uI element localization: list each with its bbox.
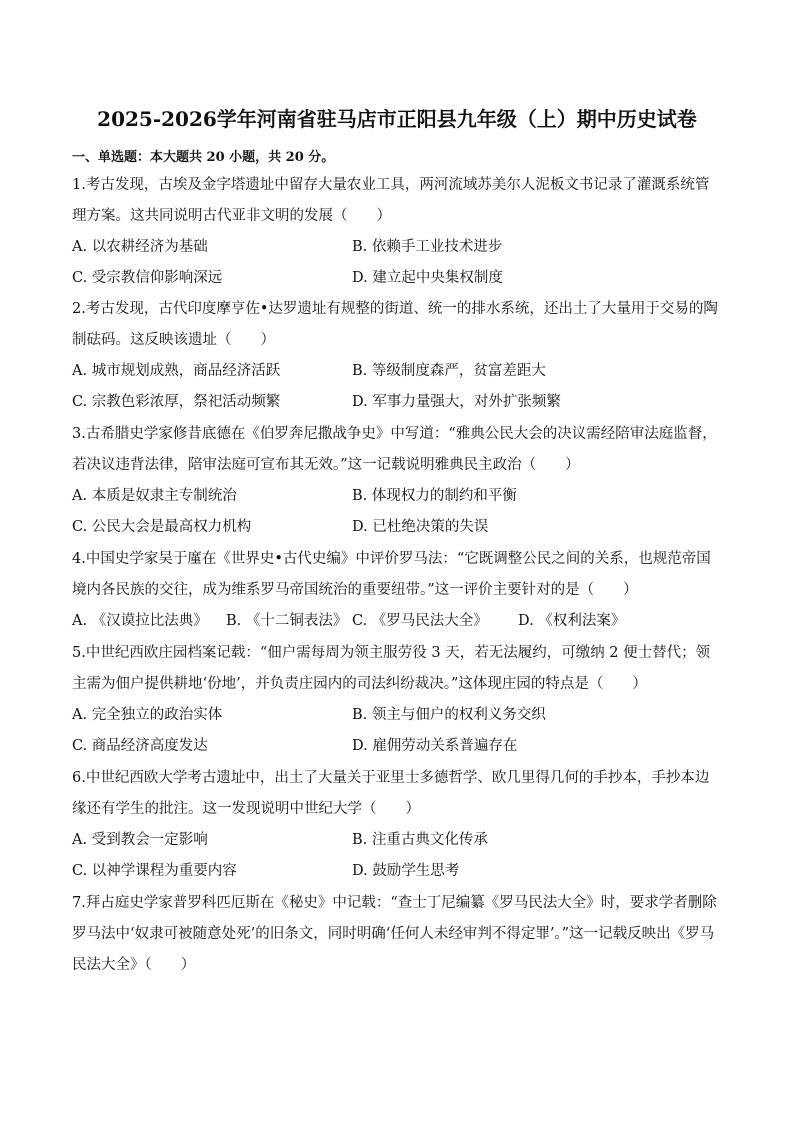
question-6-option-d: D. 鼓励学生思考 [352,863,460,879]
question-1-option-b: B. 依赖手工业技术进步 [352,239,503,255]
question-2-option-b: B. 等级制度森严，贫富差距大 [352,363,546,379]
question-4-stem: 4.中国史学家吴于廑在《世界史•古代史编》中评价罗马法：“它既调整公民之间的关系，也规范帝国境内各民族的交往，成为维系罗马帝国统治的重要纽带。”这一评价主要针对的是（ ） [72,551,711,598]
question-3-stem: 3.古希腊史学家修昔底德在《伯罗奔尼撒战争史》中写道：“雅典公民大会的决议需经陪审法庭监督，若决议违背法律，陪审法庭可宣布其无效。”这一记载说明雅典民主政治（ ） [72,426,717,473]
page-title: 2025-2026学年河南省驻马店市正阳县九年级（上）期中历史试卷 [97,107,697,131]
question-5-option-a: A. 完全独立的政治实体 [72,707,223,723]
question-3-option-a: A. 本质是奴隶主专制统治 [72,488,237,504]
question-2-option-a: A. 城市规划成熟，商品经济活跃 [72,363,281,379]
question-2-option-d: D. 军事力量强大，对外扩张频繁 [352,394,561,410]
question-1-option-c: C. 受宗教信仰影响深远 [72,270,223,286]
question-6-option-b: B. 注重古典文化传承 [352,832,488,848]
question-4-option-b: B. 《十二铜表法》 [226,613,348,629]
question-5-option-c: C. 商品经济高度发达 [72,738,208,754]
question-5-option-b: B. 领主与佃户的权利义务交织 [352,707,546,723]
question-5-stem: 5.中世纪西欧庄园档案记载：“佃户需每周为领主服劳役 3 天，若无法履约，可缴纳 2 便士替代；领主需为佃户提供耕地‘份地’，并负责庄园内的司法纠纷裁决。”这体现庄园的特点是（ ） [72,645,711,692]
question-2-stem: 2.考古发现，古代印度摩亨佐•达罗遗址有规整的街道、统一的排水系统，还出土了大量用于交易的陶制砝码。这反映该遗址（ ） [72,301,718,348]
question-6-option-c: C. 以神学课程为重要内容 [72,863,237,879]
section-heading: 一、单选题：本大题共 20 小题，共 20 分。 [72,150,335,165]
question-6-option-a: A. 受到教会一定影响 [72,832,208,848]
question-3-option-d: D. 已杜绝决策的失误 [352,519,489,535]
question-4-option-d: D. 《权利法案》 [518,613,626,629]
question-5-option-d: D. 雇佣劳动关系普遍存在 [352,738,518,754]
question-3-option-c: C. 公民大会是最高权力机构 [72,519,252,535]
question-1-stem: 1.考古发现，古埃及金字塔遗址中留存大量农业工具，两河流域苏美尔人泥板文书记录了灌溉系统管理方案。这共同说明古代亚非文明的发展（ ） [72,177,710,224]
question-4-option-c: C. 《罗马民法大全》 [352,613,488,629]
question-1-option-d: D. 建立起中央集权制度 [352,270,503,286]
question-2-option-c: C. 宗教色彩浓厚，祭祀活动频繁 [72,394,281,410]
question-3-option-b: B. 体现权力的制约和平衡 [352,488,517,504]
question-1-option-a: A. 以农耕经济为基础 [72,239,208,255]
question-4-option-a: A. 《汉谟拉比法典》 [72,613,208,629]
question-6-stem: 6.中世纪西欧大学考古遗址中，出土了大量关于亚里士多德哲学、欧几里得几何的手抄本，手抄本边缘还有学生的批注。这一发现说明中世纪大学（ ） [72,770,710,817]
question-7-stem: 7.拜占庭史学家普罗科匹厄斯在《秘史》中记载：“查士丁尼编纂《罗马民法大全》时，要求学者删除罗马法中‘奴隶可被随意处死’的旧条文，同时明确‘任何人未经审判不得定罪’。”这一记载反映出《罗马民法大全》（ ） [72,895,717,973]
